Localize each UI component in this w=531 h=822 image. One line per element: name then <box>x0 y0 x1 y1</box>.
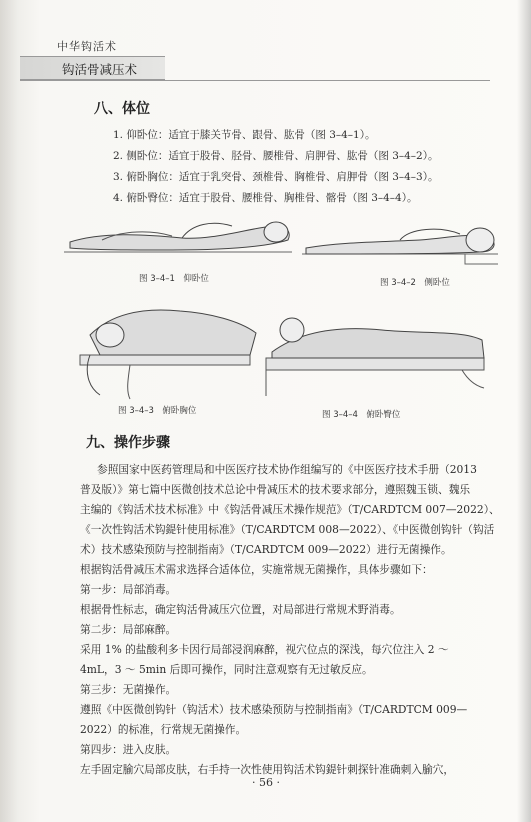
figure-supine-position <box>62 212 294 264</box>
book-title: 钩活骨减压术 <box>62 62 138 77</box>
paragraph-line: 普及版）》第七篇中医微创技术总论中骨减压术的技术要求部分，遵照魏玉锁、魏乐 <box>80 483 471 496</box>
paragraph-line: 主编的《钩活术技术标准》中《钩活骨减压术操作规范》（T/CARDTCM 007—2022）、 <box>80 503 500 516</box>
step-heading: 第四步：进入皮肤。 <box>80 743 177 756</box>
position-item-3: 3. 俯卧胸位：适宜于乳突骨、颈椎骨、胸椎骨、肩胛骨（图 3–4–3）。 <box>113 171 439 183</box>
paragraph-line: 遵照《中医微创钩针（钩活术）技术感染预防与控制指南》（T/CARDTCM 009— <box>80 703 468 716</box>
position-item-1: 1. 仰卧位：适宜于膝关节骨、跟骨、肱骨（图 3–4–1）。 <box>113 129 376 141</box>
page-number: · 56 · <box>252 776 280 789</box>
paragraph-line: 《一次性钩活术钩鍉针使用标准》（T/CARDTCM 008—2022）、《中医微创钩针（钩活 <box>80 523 495 536</box>
paragraph-line: 2022）的标准，行常规无菌操作。 <box>80 723 247 736</box>
running-header <box>20 56 165 80</box>
step-heading: 第二步：局部麻醉。 <box>80 623 177 636</box>
step-heading: 第一步：局部消毒。 <box>80 583 177 596</box>
paragraph-line: 根据钩活骨减压术需求选择合适体位，实施常规无菌操作，具体步骤如下： <box>80 563 433 576</box>
position-item-4: 4. 俯卧臀位：适宜于股骨、腰椎骨、胸椎骨、髂骨（图 3–4–4）。 <box>113 192 418 204</box>
figure-caption-1: 图 3–4–1 仰卧位 <box>139 274 209 284</box>
figure-caption-2: 图 3–4–2 侧卧位 <box>380 278 450 288</box>
figure-prone-chest-position <box>70 295 260 400</box>
paragraph-line: 左手固定腧穴局部皮肤，右手持一次性使用钩活术钩鍉针刺探针准确刺入腧穴， <box>80 763 455 776</box>
paragraph-line: 术）技术感染预防与控制指南》（T/CARDTCM 009—2022）进行无菌操作。 <box>80 543 452 556</box>
section-8-heading: 八、体位 <box>94 101 150 117</box>
figure-lateral-position <box>300 218 500 268</box>
figure-caption-4: 图 3–4–4 俯卧臀位 <box>322 410 401 420</box>
section-9-heading: 九、操作步骤 <box>86 435 170 451</box>
paragraph-line: 根据骨性标志，确定钩活骨减压穴位置，对局部进行常规术野消毒。 <box>80 603 401 616</box>
paragraph-line: 采用 1% 的盐酸利多卡因行局部浸润麻醉，视穴位点的深浅，每穴位注入 2 ～ <box>80 643 449 656</box>
series-title: 中华钩活术 <box>57 40 117 53</box>
figure-prone-hip-position <box>262 300 487 400</box>
position-item-2: 2. 侧卧位：适宜于股骨、胫骨、腰椎骨、肩胛骨、肱骨（图 3–4–2）。 <box>113 150 439 162</box>
step-heading: 第三步：无菌操作。 <box>80 683 177 696</box>
paragraph-line: 参照国家中医药管理局和中医医疗技术协作组编写的《中医医疗技术手册（2013 <box>97 463 477 476</box>
header-rule <box>20 80 490 81</box>
page-edge-shadow <box>517 0 531 822</box>
paragraph-line: 4mL，3 ～ 5min 后即可操作，同时注意观察有无过敏反应。 <box>80 663 373 676</box>
figure-caption-3: 图 3–4–3 俯卧胸位 <box>118 406 197 416</box>
